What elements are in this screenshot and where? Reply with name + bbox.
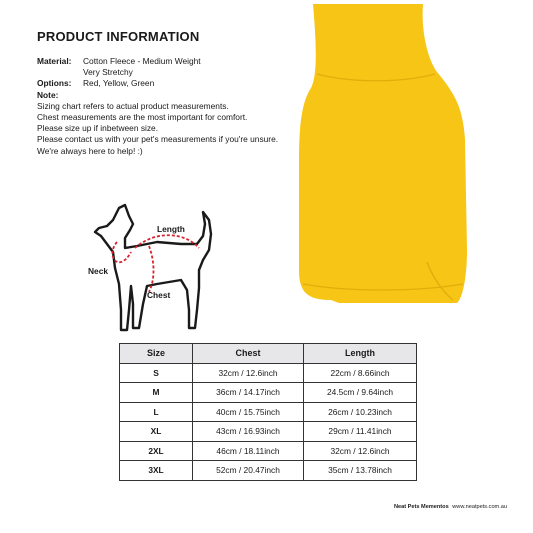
- table-header-row: [120, 344, 417, 364]
- length-cell: 22cm / 8.66inch: [304, 363, 417, 383]
- size-cell: L: [120, 402, 193, 422]
- table-row: [120, 441, 417, 461]
- footer-url: www.neatpets.com.au: [452, 504, 507, 510]
- footer: [394, 504, 507, 510]
- note-line-1: Sizing chart refers to actual product measurements.: [37, 100, 229, 111]
- size-cell: S: [120, 363, 193, 383]
- header-size: Size: [120, 344, 193, 364]
- length-cell: 32cm / 12.6inch: [304, 441, 417, 461]
- header-length: Length: [304, 344, 417, 364]
- footer-brand: Neat Pets Mementos: [393, 504, 449, 510]
- neck-measure-line: [112, 242, 131, 262]
- product-info: [37, 56, 282, 157]
- header-chest: Chest: [193, 344, 304, 364]
- size-cell: 3XL: [120, 461, 193, 481]
- size-cell: XL: [120, 422, 193, 442]
- material-value-2: Very Stretchy: [83, 67, 133, 78]
- options-value: Red, Yellow, Green: [83, 78, 155, 89]
- chest-cell: 46cm / 18.11inch: [193, 441, 304, 461]
- chest-cell: 43cm / 16.93inch: [193, 422, 304, 442]
- note-lines: [37, 101, 282, 157]
- size-chart-table: [119, 343, 417, 481]
- diagram-neck-label: Neck: [88, 266, 109, 276]
- options-row: [37, 78, 282, 89]
- length-cell: 29cm / 11.41inch: [304, 422, 417, 442]
- options-label: Options:: [37, 78, 72, 89]
- material-row: [37, 56, 282, 67]
- diagram-chest-label: Chest: [147, 290, 171, 300]
- length-cell: 35cm / 13.78inch: [304, 461, 417, 481]
- chest-cell: 36cm / 14.17inch: [193, 383, 304, 403]
- note-line-3: Please size up if inbetween size.: [37, 123, 159, 134]
- note-line-2: Chest measurements are the most important for comfort.: [37, 112, 248, 123]
- diagram-length-label: Length: [157, 224, 185, 234]
- size-cell: M: [120, 383, 193, 403]
- note-line-4: Please contact us with your pet's measurements if you're unsure. We're always here to help! :): [37, 134, 279, 156]
- length-cell: 26cm / 10.23inch: [304, 402, 417, 422]
- chest-cell: 32cm / 12.6inch: [193, 363, 304, 383]
- size-cell: 2XL: [120, 441, 193, 461]
- page-title: PRODUCT INFORMATION: [37, 29, 200, 44]
- length-cell: 24.5cm / 9.64inch: [304, 383, 417, 403]
- length-measure-line: [135, 235, 199, 248]
- chest-cell: 40cm / 15.75inch: [193, 402, 304, 422]
- chest-cell: 52cm / 20.47inch: [193, 461, 304, 481]
- table-row: [120, 461, 417, 481]
- shirt-body: [299, 4, 467, 303]
- table-row: [120, 383, 417, 403]
- product-image-shirt: [287, 0, 505, 305]
- material-value-1: Cotton Fleece - Medium Weight: [83, 56, 201, 66]
- material-label: Material:: [37, 56, 72, 66]
- table-row: [120, 402, 417, 422]
- table-row: [120, 422, 417, 442]
- table-row: [120, 363, 417, 383]
- note-label: Note:: [37, 89, 59, 100]
